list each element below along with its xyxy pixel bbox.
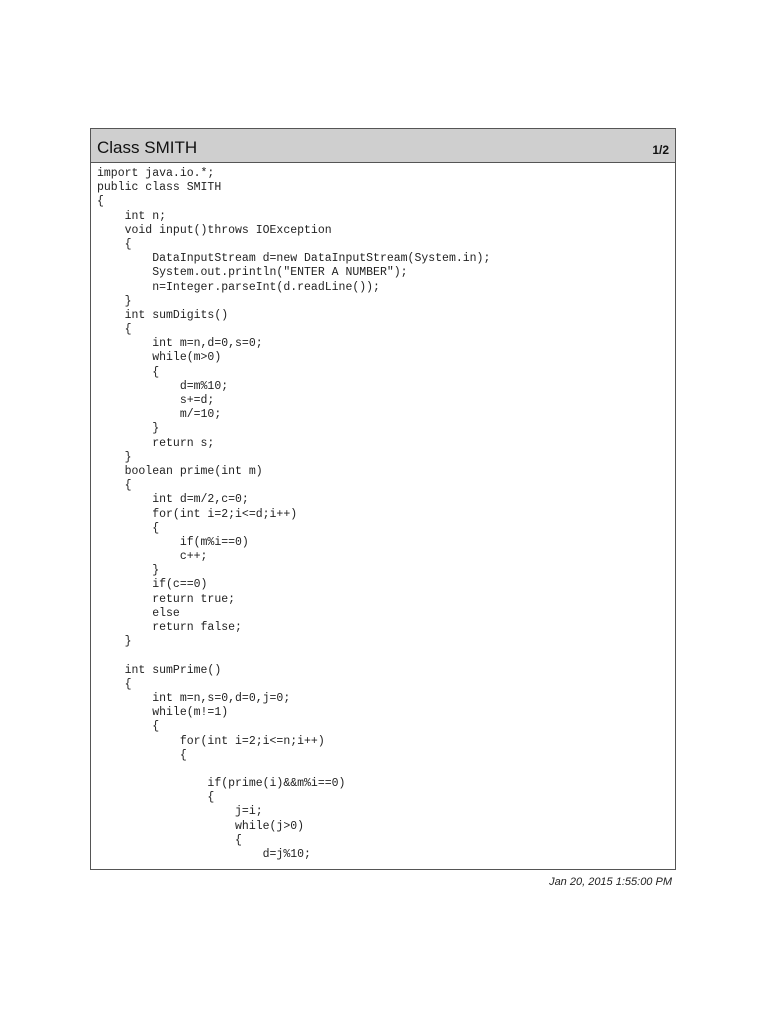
code-line: else [97,606,180,620]
code-line: j=i; [97,805,263,819]
code-line: { [97,323,132,337]
code-line: while(m>0) [97,351,222,365]
code-line: } [97,564,160,578]
code-line: int d=m/2,c=0; [97,493,249,507]
code-line: { [97,677,132,691]
code-line: } [97,294,132,308]
code-line: return s; [97,436,215,450]
code-line: if(c==0) [97,578,208,592]
code-line: d=m%10; [97,379,229,393]
code-line: for(int i=2;i<=n;i++) [97,734,325,748]
code-line: while(m!=1) [97,706,229,720]
code-line: public class SMITH [97,181,222,195]
print-timestamp: Jan 20, 2015 1:55:00 PM [549,876,672,888]
code-line: } [97,635,132,649]
code-line: int m=n,d=0,s=0; [97,337,263,351]
class-title: Class SMITH [97,138,198,157]
code-line: while(j>0) [97,819,305,833]
code-line: void input()throws IOException [97,223,332,237]
code-line: { [97,365,160,379]
code-line: { [97,521,160,535]
code-line: { [97,748,187,762]
code-line: m/=10; [97,408,222,422]
code-line: } [97,450,132,464]
code-line [97,763,490,777]
code-line: int sumDigits() [97,308,229,322]
code-line: System.out.println("ENTER A NUMBER"); [97,266,408,280]
code-line: import java.io.*; [97,167,215,180]
code-line: { [97,237,132,251]
code-line: return true; [97,592,236,606]
code-line: d=j%10; [97,848,311,861]
page-number: 1/2 [652,143,669,157]
code-line: for(int i=2;i<=d;i++) [97,507,298,521]
code-line: s+=d; [97,394,215,407]
code-line: if(prime(i)&&m%i==0) [97,777,346,791]
code-line: if(m%i==0) [97,535,249,549]
code-line: int sumPrime() [97,663,222,677]
code-line: c++; [97,550,208,564]
listing-header [91,129,675,163]
code-line: } [97,422,160,436]
code-line: int n; [97,209,167,223]
code-line: boolean prime(int m) [97,464,263,478]
code-line: DataInputStream d=new DataInputStream(System.in); [97,252,491,266]
code-line: n=Integer.parseInt(d.readLine()); [97,280,380,294]
code-line [97,649,490,663]
code-line: { [97,195,104,209]
code-line: { [97,833,242,847]
code-line: { [97,791,215,805]
code-line: int m=n,s=0,d=0,j=0; [97,691,291,705]
code-line: { [97,720,160,734]
source-code-block [97,167,490,862]
code-listing-frame [90,128,676,870]
code-line: return false; [97,621,242,634]
code-line: { [97,479,132,493]
